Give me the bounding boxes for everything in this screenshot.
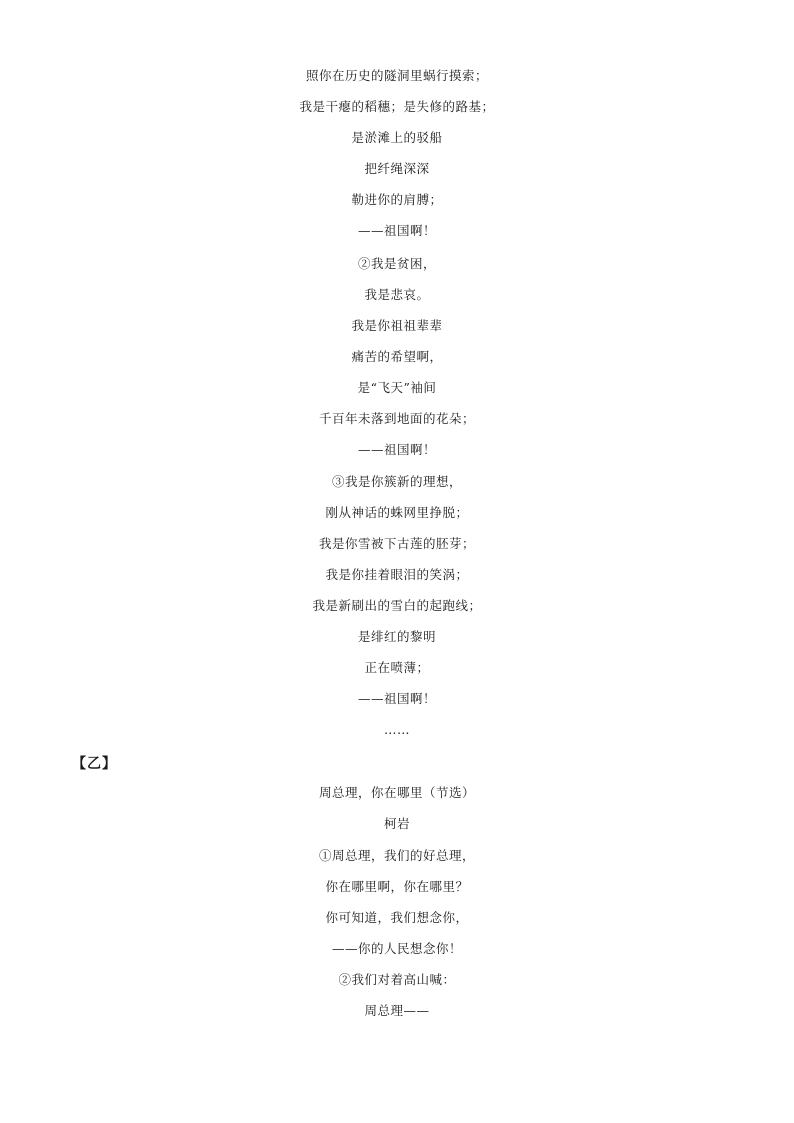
poem-a-line: 我是悲哀。 — [364, 287, 430, 302]
poem-a-refrain: ——祖国啊！ — [357, 442, 436, 457]
poem-b-author: 柯岩 — [383, 816, 410, 831]
poem-a-stanza-start: ②我是贫困， — [357, 256, 436, 271]
poem-a-ellipsis: …… — [384, 722, 410, 737]
poem-b-line: ——你的人民想念你！ — [331, 941, 462, 956]
poem-a-line: 照你在历史的隧洞里蜗行摸索； — [305, 68, 488, 83]
poem-b-line: 你在哪里啊，你在哪里？ — [325, 879, 469, 894]
poem-a-line: 是淤滩上的驳船 — [351, 130, 443, 145]
poem-a-line: 我是你挂着眼泪的笑涡； — [325, 567, 469, 582]
poem-a-line: 是绯红的黎明 — [357, 629, 436, 644]
poem-a-line: 我是你雪被下古莲的胚芽； — [318, 536, 475, 551]
poem-a-line: 是“飞天”袖间 — [357, 380, 437, 395]
poem-b-stanza-start: ①周总理，我们的好总理， — [318, 848, 475, 863]
poem-a-line: 我是干瘪的稻穗；是失修的路基； — [299, 99, 495, 114]
poem-b-title: 周总理，你在哪里（节选） — [318, 785, 475, 800]
poem-a-line: 刚从神话的蛛网里挣脱； — [325, 505, 469, 520]
poem-a-line: 我是你祖祖辈辈 — [351, 318, 443, 333]
poem-b-line: 周总理—— — [364, 1003, 430, 1018]
poem-a-line: 正在喷薄； — [364, 660, 430, 675]
section-b-label: 【乙】 — [72, 756, 117, 772]
poem-a-stanza-start: ③我是你簇新的理想， — [331, 474, 462, 489]
poem-a-line: 把纤绳深深 — [364, 161, 430, 176]
poem-a-refrain: ——祖国啊！ — [357, 223, 436, 238]
poem-a-line: 千百年未落到地面的花朵； — [318, 411, 475, 426]
poem-a-refrain: ——祖国啊！ — [357, 691, 436, 706]
poem-a-line: 痛苦的希望啊， — [351, 349, 443, 364]
poem-a-line: 勒进你的肩膊； — [351, 192, 443, 207]
poem-b-stanza-start: ②我们对着高山喊： — [338, 972, 456, 987]
poem-b-line: 你可知道，我们想念你， — [325, 910, 469, 925]
poem-a-line: 我是新刷出的雪白的起跑线； — [312, 598, 482, 613]
